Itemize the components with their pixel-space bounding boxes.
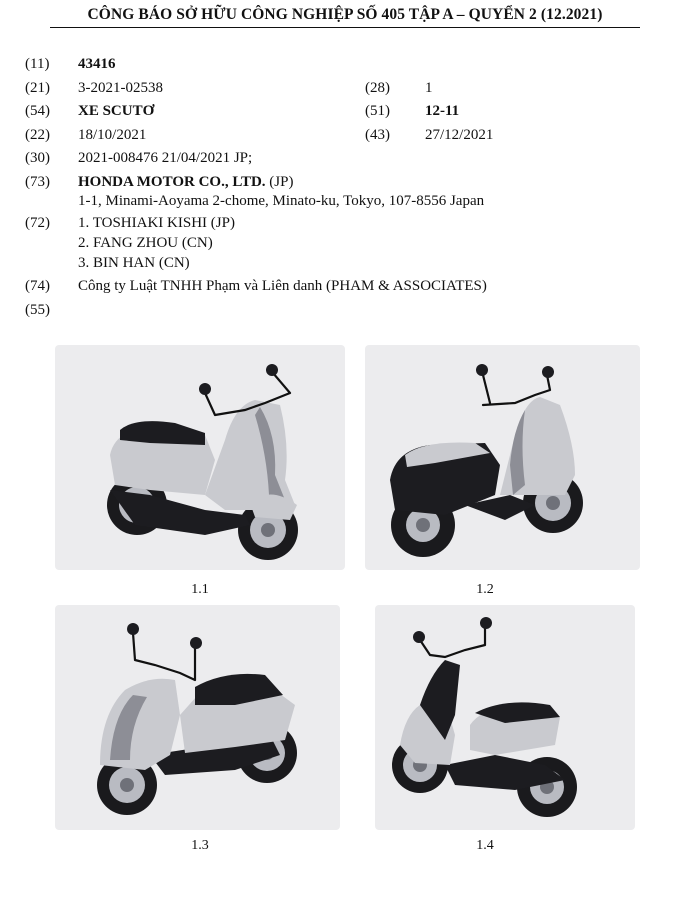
field-code: (22) bbox=[25, 127, 50, 143]
field-code: (72) bbox=[25, 215, 50, 231]
figure-caption: 1.3 bbox=[191, 838, 209, 853]
owner-address: 1-1, Minami-Aoyama 2-chome, Minato-ku, Tokyo, 107-8556 Japan bbox=[78, 193, 485, 209]
filing-date: 18/10/2021 bbox=[78, 127, 147, 143]
scooter-figure-1-1 bbox=[55, 345, 345, 570]
field-code: (28) bbox=[365, 80, 390, 96]
owner-name: HONDA MOTOR CO., LTD. bbox=[78, 174, 266, 190]
scooter-figure-1-4 bbox=[375, 605, 635, 830]
application-number: 3-2021-02538 bbox=[78, 80, 163, 96]
field-code: (30) bbox=[25, 150, 50, 166]
field-72 bbox=[25, 214, 425, 274]
publication-date: 27/12/2021 bbox=[425, 127, 494, 143]
inventor: 2. FANG ZHOU (CN) bbox=[78, 235, 213, 251]
field-code: (74) bbox=[25, 278, 50, 294]
priority-data: 2021-008476 21/04/2021 JP; bbox=[78, 150, 253, 166]
field-code: (73) bbox=[25, 174, 50, 190]
scooter-figure-1-3 bbox=[55, 605, 340, 830]
scooter-figure-1-2 bbox=[365, 345, 640, 570]
field-code: (54) bbox=[25, 103, 50, 119]
locarno-class: 12-11 bbox=[425, 103, 460, 119]
field-code: (11) bbox=[25, 56, 50, 72]
figure-caption: 1.4 bbox=[476, 838, 494, 853]
field-code: (55) bbox=[25, 302, 50, 318]
field-code: (43) bbox=[365, 127, 390, 143]
representative: Công ty Luật TNHH Phạm và Liên danh (PHAM & ASSOCIATES) bbox=[78, 278, 487, 294]
design-title: XE SCUTƠ bbox=[78, 103, 155, 119]
owner-country: (JP) bbox=[265, 174, 294, 190]
owner-line bbox=[78, 173, 293, 191]
field-code: (21) bbox=[25, 80, 50, 96]
inventor: 1. TOSHIAKI KISHI (JP) bbox=[78, 215, 235, 231]
field-code: (51) bbox=[365, 103, 390, 119]
registration-number: 43416 bbox=[78, 56, 116, 72]
figure-caption: 1.2 bbox=[476, 582, 494, 597]
design-count: 1 bbox=[425, 80, 433, 96]
field-73 bbox=[25, 173, 645, 213]
figure-caption: 1.1 bbox=[191, 582, 209, 597]
gazette-header: CÔNG BÁO SỞ HỮU CÔNG NGHIỆP SỐ 405 TẬP A – QUYỂN 2 (12.2021) bbox=[50, 6, 640, 28]
inventor: 3. BIN HAN (CN) bbox=[78, 255, 190, 271]
